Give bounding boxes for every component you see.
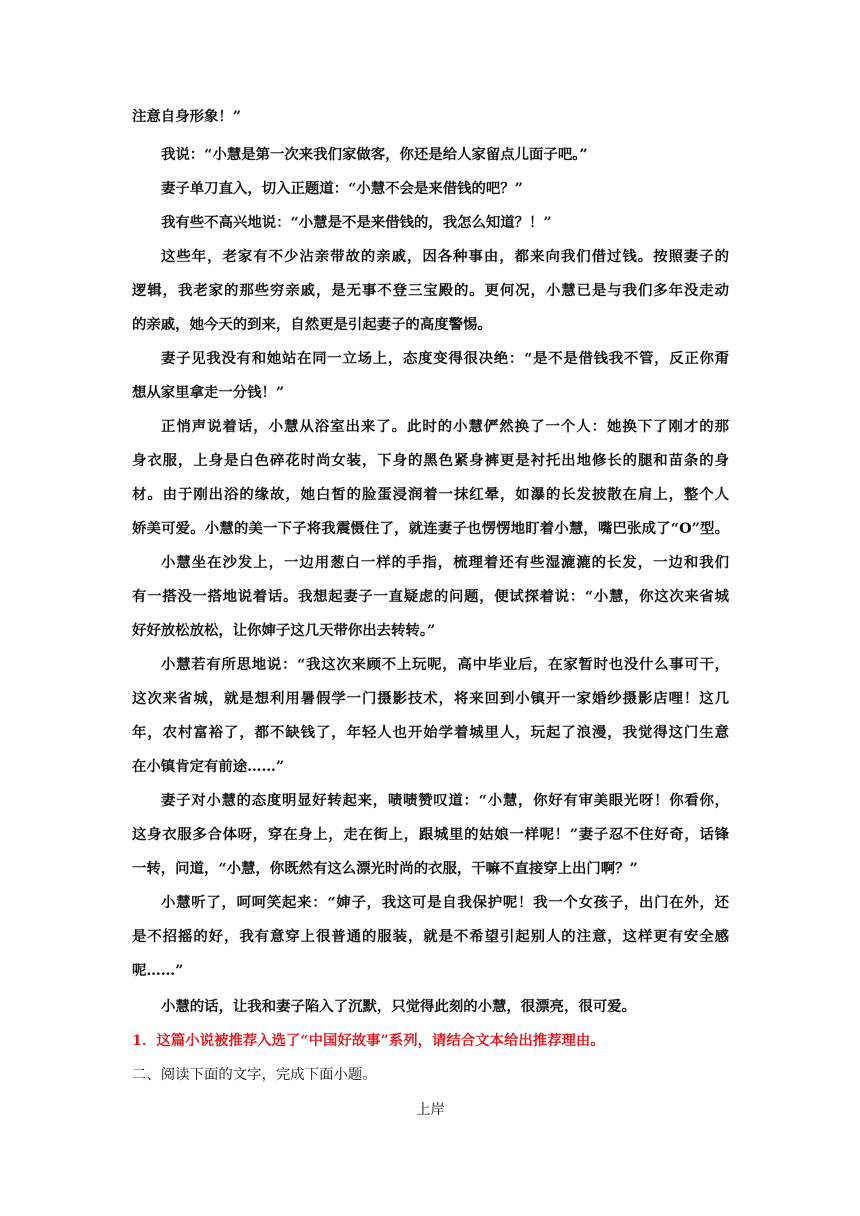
text-line: 正悄声说着话，小慧从浴室出来了。此时的小慧俨然换了一个人：她换下了刚才的那 (161, 418, 729, 435)
text-line: 一转，问道，“小慧，你既然有这么漂光时尚的衣服，干嘛不直接穿上出门啊？” (132, 860, 638, 877)
text-line: 在小镇肯定有前途……” (132, 758, 285, 775)
text-line: 有一搭没一搭地说着话。我想起妻子一直疑虑的问题，便试探着说：“小慧，你这次来省城 (132, 588, 729, 605)
text-line: 想从家里拿走一分钱！” (132, 384, 285, 401)
text-line: 娇美可爱。小慧的美一下子将我震慑住了，就连妻子也愣愣地盯着小慧，嘴巴张成了“O”型。 (132, 520, 729, 537)
text-line: 逻辑，我老家的那些穷亲戚，是无事不登三宝殿的。更何况，小慧已是与我们多年没走动 (132, 282, 729, 299)
text-line: 这次来省城，就是想利用暑假学一门摄影技术，将来回到小镇开一家婚纱摄影店哩！这几 (132, 690, 729, 707)
question-1: 1．这篇小说被推荐入选了“中国好故事”系列，请结合文本给出推荐理由。 (132, 1032, 605, 1049)
next-passage-title: 上岸 (416, 1102, 445, 1118)
text-line: 身衣服，上身是白色碎花时尚女装，下身的黑色紧身裤更是衬托出地修长的腿和苗条的身 (132, 452, 729, 469)
text-line: 我说：“小慧是第一次来我们家做客，你还是给人家留点儿面子吧。” (161, 146, 588, 163)
text-line: 小慧听了，呵呵笑起来：“婶子，我这可是自我保护呢！我一个女孩子，出门在外，还 (161, 894, 729, 911)
text-line: 的亲戚，她今天的到来，自然更是引起妻子的高度警惕。 (132, 316, 492, 333)
text-line: 年，农村富裕了，都不缺钱了，年轻人也开始学着城里人，玩起了浪漫，我觉得这门生意 (132, 724, 729, 741)
text-line: 妻子对小慧的态度明显好转起来，啧啧赞叹道：“小慧，你好有审美眼光呀！你看你， (161, 792, 729, 809)
text-line: 妻子见我没有和她站在同一立场上，态度变得很决绝：“是不是借钱我不管，反正你甭 (161, 350, 729, 367)
text-line: 小慧的话，让我和妻子陷入了沉默，只觉得此刻的小慧，很漂亮，很可爱。 (161, 998, 636, 1015)
text-line: 材。由于刚出浴的缘故，她白皙的脸蛋浸润着一抹红晕，如瀑的长发披散在肩上，整个人 (132, 486, 729, 503)
section-heading: 二、阅读下面的文字，完成下面小题。 (132, 1067, 377, 1083)
text-line: 这身衣服多合体呀，穿在身上，走在街上，跟城里的姑娘一样呢！”妻子忍不住好奇，话锋 (132, 826, 729, 843)
text-line: 呢……” (132, 962, 184, 979)
text-line: 小慧坐在沙发上，一边用葱白一样的手指，梳理着还有些湿漉漉的长发，一边和我们 (161, 554, 729, 571)
text-line: 我有些不高兴地说：“小慧是不是来借钱的，我怎么知道？！” (161, 214, 552, 231)
text-line: 这些年，老家有不少沾亲带故的亲戚，因各种事由，都来向我们借过钱。按照妻子的 (161, 248, 729, 265)
text-line: 好好放松放松，让你婶子这几天带你出去转转。” (132, 622, 436, 639)
text-line: 妻子单刀直入，切入正题道：“小慧不会是来借钱的吧？” (161, 180, 523, 197)
text-line: 小慧若有所思地说：“我这次来顾不上玩呢，高中毕业后，在家暂时也没什么事可干， (161, 656, 729, 673)
text-line: 是不招摇的好，我有意穿上很普通的服装，就是不希望引起别人的注意，这样更有安全感 (132, 928, 729, 945)
text-line: 注意自身形象！” (132, 108, 242, 125)
